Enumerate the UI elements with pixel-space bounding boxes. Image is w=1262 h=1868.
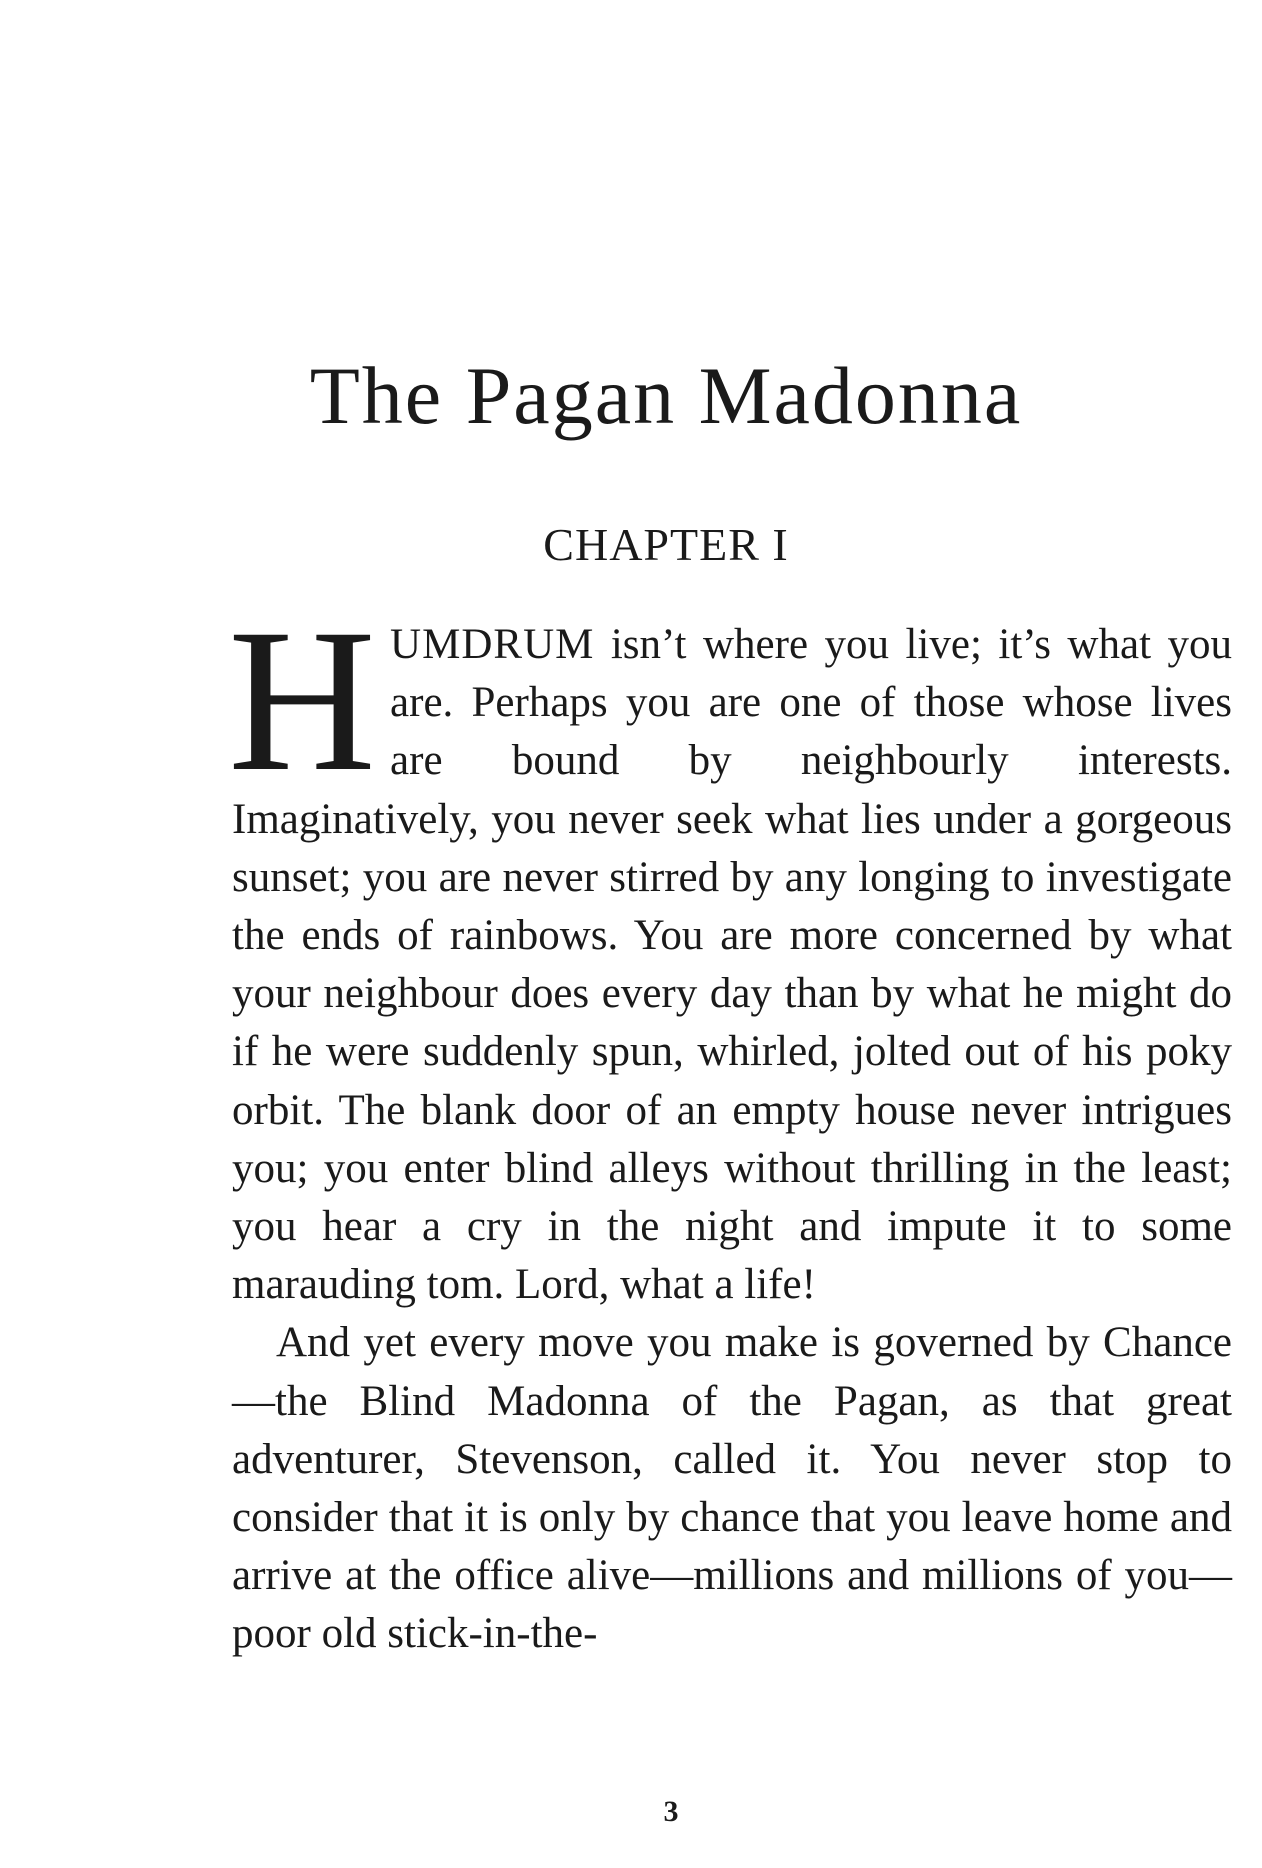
opening-paragraph (228, 587, 1232, 1314)
opening-text: isn’t where you live; it’s what you are. Perhaps you are one of those whose lives are bound by neighbourly interests. Imaginatively, you never seek what lies under a gorgeous sunset; you are never stirred by any longing to investigate the ends of rainbows. You are more concerned by what your neighbour does every day than by what he might do if he were suddenly spun, whirled, jolted out of his poky orbit. The blank door of an empty house never intrigues you; you enter blind alleys without thrilling in the least; you hear a cry in the night and impute it to some marauding tom. Lord, what a life! (232, 621, 1232, 1309)
chapter-body (228, 587, 1232, 1664)
lead-word: UMDRUM (390, 621, 595, 668)
page-number: 3 (663, 1795, 679, 1828)
chapter-heading: CHAPTER I (543, 519, 789, 570)
drop-cap: H (228, 587, 377, 814)
second-paragraph: And yet every move you make is governed by Chance—the Blind Madonna of the Pagan, as that great adventurer, Stevenson, called it. You never stop to consider that it is only by chance that you leave home and arrive at the office alive—millions and millions of you—poor old stick-in-the- (232, 1319, 1232, 1658)
book-title: The Pagan Madonna (309, 350, 1023, 441)
